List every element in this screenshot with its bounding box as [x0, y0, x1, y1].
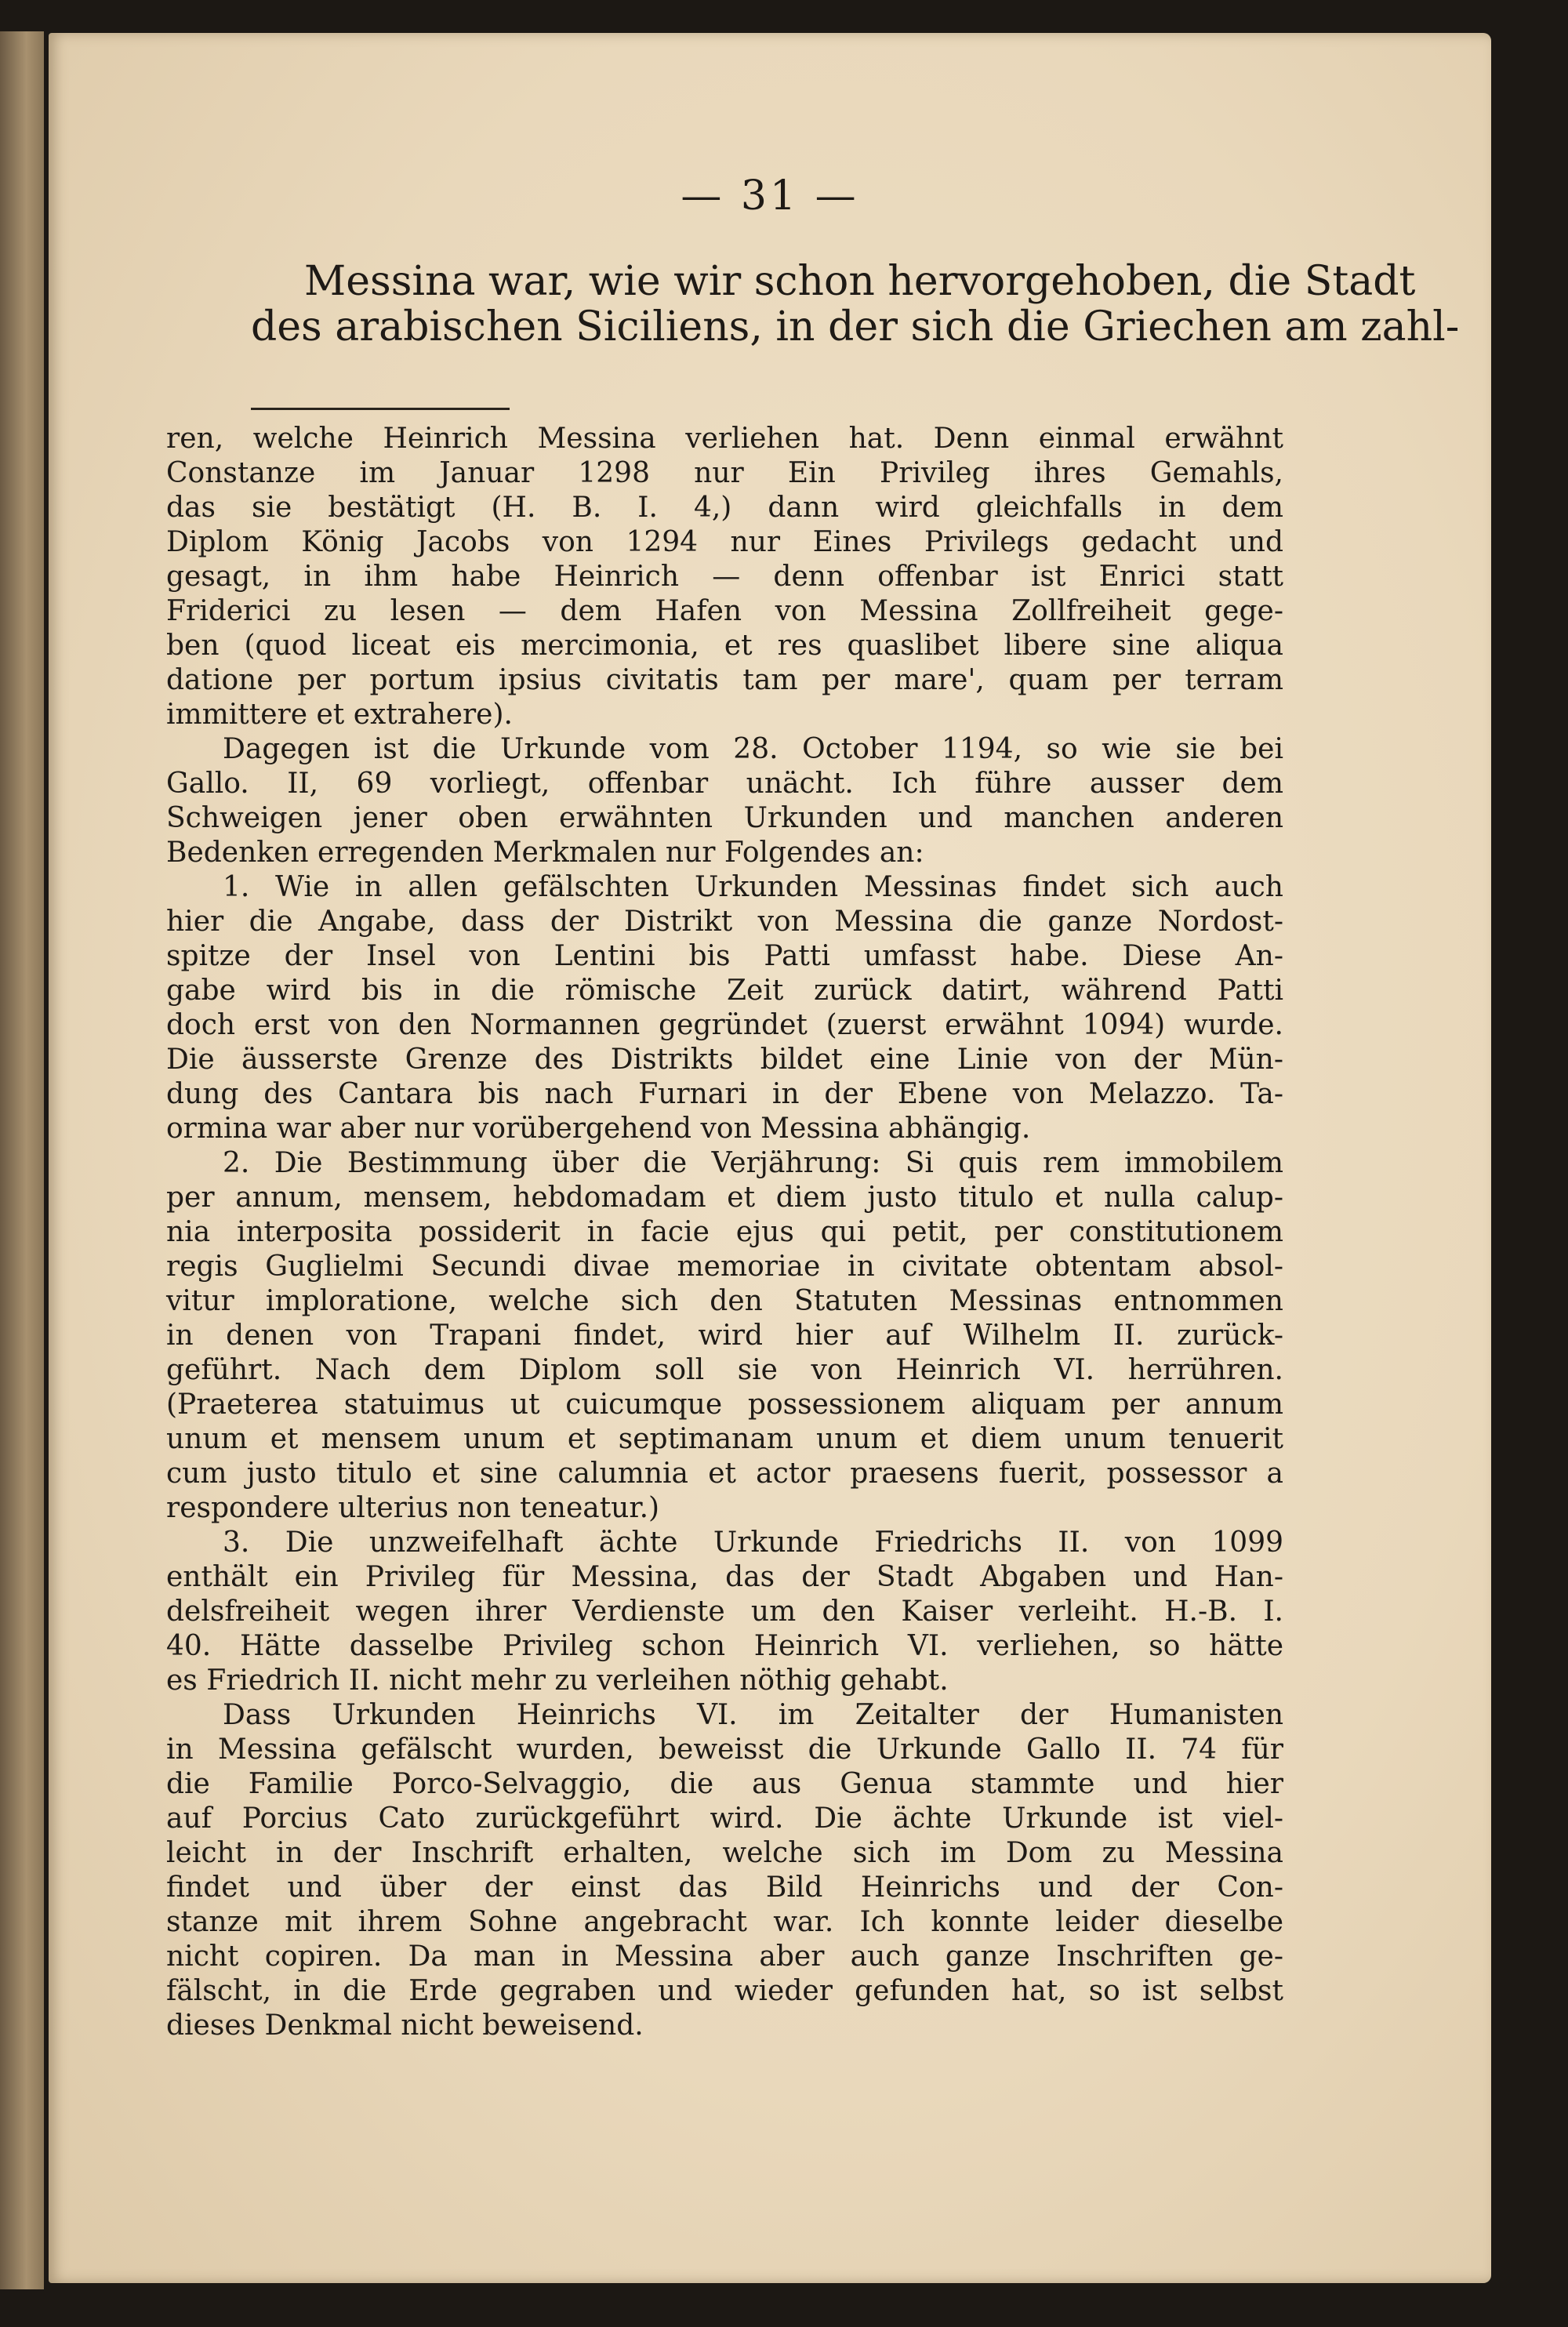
footnote-line: die Familie Porco-Selvaggio, die aus Genua stammte und hier — [166, 1768, 1283, 1800]
footnote-line: Schweigen jener oben erwähnten Urkunden und manchen anderen — [166, 802, 1283, 834]
footnote-line: doch erst von den Normannen gegründet (zuerst erwähnt 1094) wurde. — [166, 1009, 1283, 1041]
footnote-line: in denen von Trapani findet, wird hier auf Wilhelm II. zurück- — [166, 1320, 1283, 1352]
footnote-line: 3. Die unzweifelhaft ächte Urkunde Friedrichs II. von 1099 — [223, 1527, 1283, 1559]
footnote-line: immittere et extrahere). — [166, 699, 513, 731]
footnote-line: ben (quod liceat eis mercimonia, et res quaslibet libere sine aliqua — [166, 630, 1283, 662]
footnote-line: Bedenken erregenden Merkmalen nur Folgendes an: — [166, 837, 924, 869]
main-text-line: Messina war, wie wir schon hervorgehoben, die Stadt — [304, 258, 1416, 305]
footnote-line: spitze der Insel von Lentini bis Patti umfasst habe. Diese An- — [166, 940, 1283, 972]
footnote-line: in Messina gefälscht wurden, beweisst die Urkunde Gallo II. 74 für — [166, 1733, 1283, 1766]
footnote-line: 40. Hätte dasselbe Privileg schon Heinrich VI. verliehen, so hätte — [166, 1630, 1283, 1662]
footnote-line: Constanze im Januar 1298 nur Ein Privileg ihres Gemahls, — [166, 457, 1283, 489]
footnote-line: stanze mit ihrem Sohne angebracht war. Ich konnte leider dieselbe — [166, 1906, 1283, 1938]
footnote-line: nia interposita possiderit in facie ejus qui petit, per constitutionem — [166, 1216, 1283, 1248]
footnote-line: 2. Die Bestimmung über die Verjährung: Si quis rem immobilem — [223, 1147, 1283, 1179]
footnote-line: Die äusserste Grenze des Distrikts bildet eine Linie von der Mün- — [166, 1044, 1283, 1076]
main-text-line: des arabischen Siciliens, in der sich die Griechen am zahl- — [251, 303, 1460, 350]
footnote-line: per annum, mensem, hebdomadam et diem justo titulo et nulla calup- — [166, 1182, 1283, 1214]
footnote-rule — [251, 408, 510, 410]
footnote-line: respondere ulterius non teneatur.) — [166, 1492, 660, 1524]
footnote-line: leicht in der Inschrift erhalten, welche sich im Dom zu Messina — [166, 1837, 1283, 1869]
footnote-line: dung des Cantara bis nach Furnari in der Ebene von Melazzo. Ta- — [166, 1078, 1283, 1110]
footnote-line: enthält ein Privileg für Messina, das der Stadt Abgaben und Han- — [166, 1561, 1283, 1593]
footnote-line: nicht copiren. Da man in Messina aber auch ganze Inschriften ge- — [166, 1940, 1283, 1973]
footnote-line: gesagt, in ihm habe Heinrich — denn offenbar ist Enrici statt — [166, 561, 1283, 593]
footnote-line: unum et mensem unum et septimanam unum et diem unum tenuerit — [166, 1423, 1283, 1455]
footnote-line: Diplom König Jacobs von 1294 nur Eines Privilegs gedacht und — [166, 526, 1283, 558]
previous-page-edge — [0, 31, 44, 2289]
footnote-line: findet und über der einst das Bild Heinrichs und der Con- — [166, 1871, 1283, 1904]
footnote-line: ormina war aber nur vorübergehend von Messina abhängig. — [166, 1113, 1031, 1145]
footnote-line: fälscht, in die Erde gegraben und wieder gefunden hat, so ist selbst — [166, 1975, 1283, 2007]
footnote-line: datione per portum ipsius civitatis tam per mare', quam per terram — [166, 664, 1283, 696]
footnote-line: Gallo. II, 69 vorliegt, offenbar unächt. Ich führe ausser dem — [166, 768, 1283, 800]
footnote-line: 1. Wie in allen gefälschten Urkunden Messinas findet sich auch — [223, 871, 1283, 903]
footnote-line: das sie bestätigt (H. B. I. 4,) dann wird gleichfalls in dem — [166, 492, 1283, 524]
footnote-line: Dass Urkunden Heinrichs VI. im Zeitalter der Humanisten — [223, 1699, 1283, 1731]
footnote-line: auf Porcius Cato zurückgeführt wird. Die ächte Urkunde ist viel- — [166, 1802, 1283, 1835]
footnote-line: regis Guglielmi Secundi divae memoriae in civitate obtentam absol- — [166, 1251, 1283, 1283]
footnote-line: hier die Angabe, dass der Distrikt von Messina die ganze Nordost- — [166, 906, 1283, 938]
footnote-line: es Friedrich II. nicht mehr zu verleihen nöthig gehabt. — [166, 1664, 949, 1697]
footnote-line: vitur imploratione, welche sich den Statuten Messinas entnommen — [166, 1285, 1283, 1317]
footnote-line: geführt. Nach dem Diplom soll sie von Heinrich VI. herrühren. — [166, 1354, 1283, 1386]
main-text — [251, 258, 1460, 350]
footnote-line: cum justo titulo et sine calumnia et actor praesens fuerit, possessor a — [166, 1458, 1283, 1490]
footnote-line: ren, welche Heinrich Messina verliehen hat. Denn einmal erwähnt — [166, 423, 1283, 455]
footnote-line: Friderici zu lesen — dem Hafen von Messina Zollfreiheit gege- — [166, 595, 1283, 627]
page-number: — 31 — — [681, 172, 859, 220]
footnote-line: (Praeterea statuimus ut cuicumque possessionem aliquam per annum — [166, 1389, 1283, 1421]
footnote-text — [166, 422, 1283, 2043]
footnote-line: gabe wird bis in die römische Zeit zurück datirt, während Patti — [166, 975, 1283, 1007]
footnote-line: dieses Denkmal nicht beweisend. — [166, 2009, 644, 2042]
footnote-line: delsfreiheit wegen ihrer Verdienste um den Kaiser verleiht. H.-B. I. — [166, 1596, 1283, 1628]
footnote-line: Dagegen ist die Urkunde vom 28. October 1194, so wie sie bei — [223, 733, 1283, 765]
